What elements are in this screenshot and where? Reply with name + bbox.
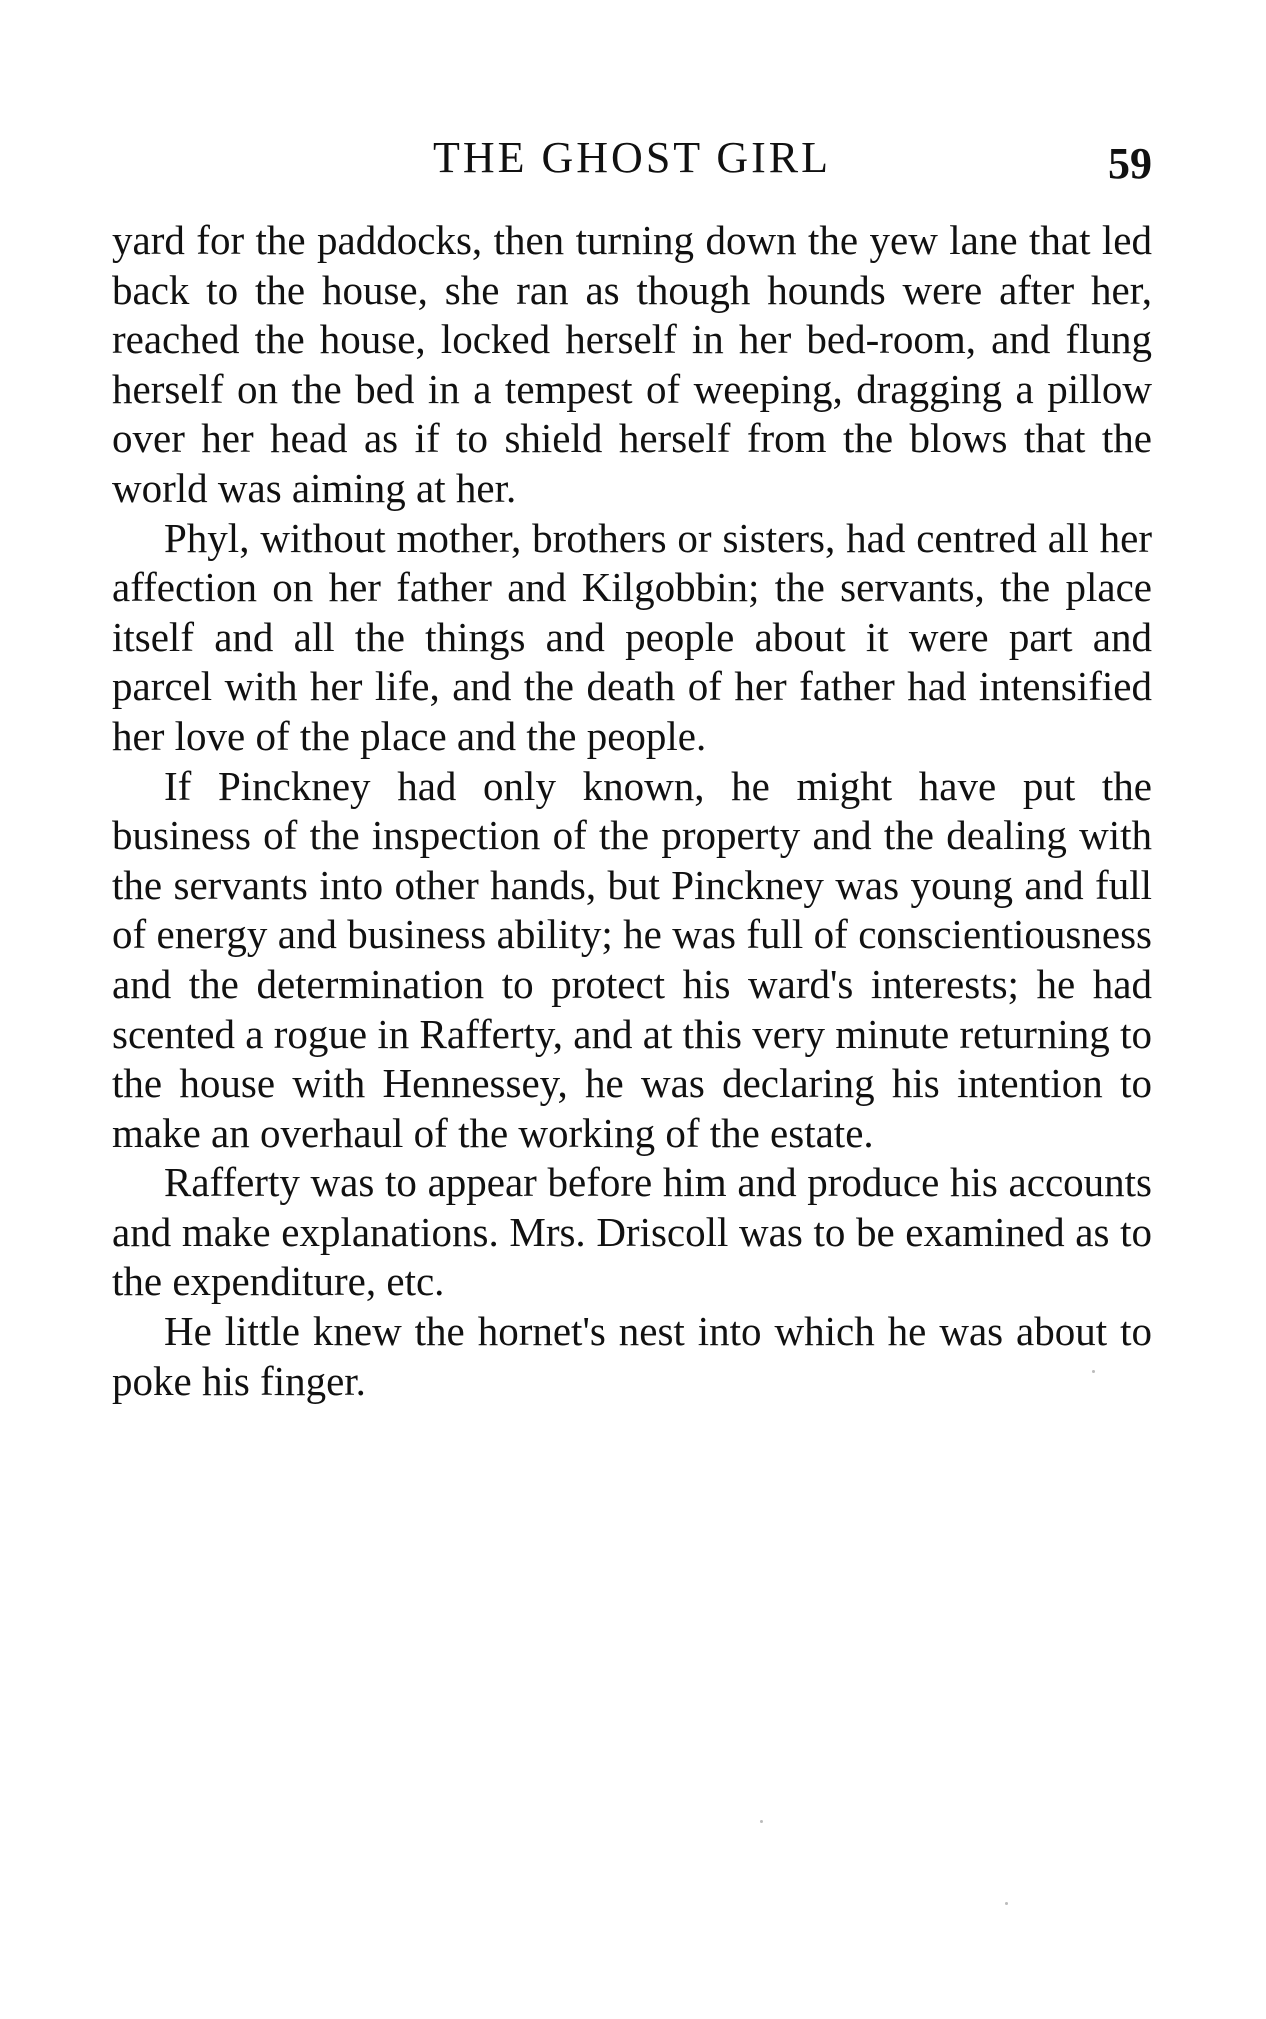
paragraph-1: yard for the paddocks, then turning down the yew lane that led back to the house, she ran as though hounds were after her, reached the house, locked herself in her bed-room, and flung herself on the bed in a tempest of weeping, dragging a pillow over her head as if to shield herself from the blows that the world was aiming at her.	[112, 217, 1152, 511]
paper-speck	[760, 1820, 763, 1823]
paragraph-2: Phyl, without mother, brothers or sisters, had centred all her affection on her father and Kilgobbin; the servants, the place itself and all the things and people about it were part and parcel with her life, and the death of her father had intensified her love of the place and the people.	[112, 514, 1152, 759]
body-text	[112, 216, 1152, 1406]
running-title: THE GHOST GIRL	[432, 133, 832, 182]
paragraph-4: Rafferty was to appear before him and produce his accounts and make explanations. Mrs. Driscoll was to be examined as to the expenditure, etc.	[112, 1159, 1152, 1305]
paper-speck	[1092, 1370, 1095, 1373]
paragraph-5: He little knew the hornet's nest into which he was about to poke his finger.	[112, 1308, 1152, 1404]
paragraph-3: If Pinckney had only known, he might have put the business of the inspection of the property and the dealing with the servants into other hands, but Pinckney was young and full of energy and business ability; he was full of conscientiousness and the determination to protect his ward's interests; he had scented a rogue in Rafferty, and at this very minute returning to the house with Hennessey, he was declaring his intention to make an overhaul of the working of the estate.	[112, 762, 1152, 1156]
page-number: 59	[1108, 139, 1152, 188]
paper-speck	[1005, 1902, 1008, 1905]
running-head	[112, 128, 1152, 188]
